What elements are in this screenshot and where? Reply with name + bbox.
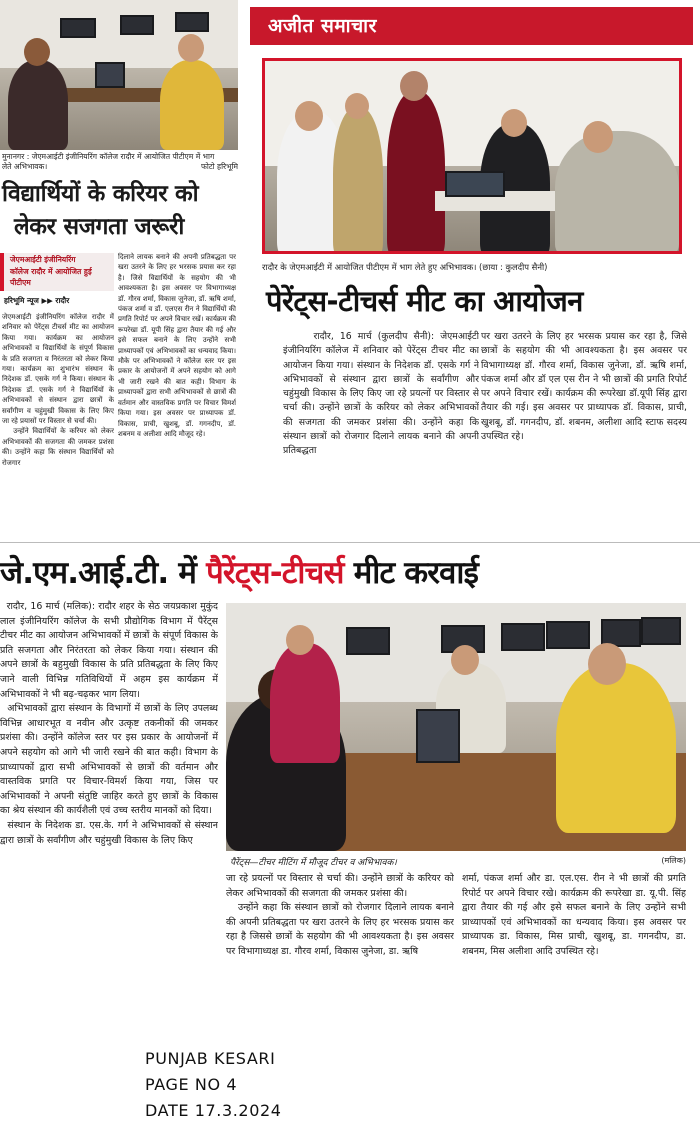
clipping-bottom-column-1: रादौर, 16 मार्च (मलिक): रादौर शहर के सेठ जयप्रकाश मुकुंद लाल इंजीनियरिंग कॉलेज के सभी प्रौद्योगिक विभाग में पैरेंट्स टीचर मीट का आयोजन अभिभावकों में छात्रों के संपूर्ण विकास के प्रति सजगता और निरंतरता को लेकर किया गया। संस्थान की अपने छात्रों के बहुमुखी विकास के प्रति प्रतिबद्धता के लिए किए जाने वाली विभिन्न गतिविधियों में अहम इस कार्यक्रम में अभिभावकों ने भी बढ़-चढ़कर भाग लिया। अभिभावकों द्वारा संस्थान के विभागों में छात्रों के लिए उपलब्ध विभिन्न आधारभूत व नवीन और उत्कृष्ट तकनीकों की जमकर प्रशंसा की। उन्होंने कॉलेज स्तर पर इस प्रकार के आयोजनों में अपने सहयोग को आगे भी जारी रखने की बात कही। विभाग के प्राध्यापकों द्वारा सभी अभिभावकों से छात्रों की वर्तमान और वास्तविक प्रगति पर विचार-विमर्श किया गया, जिस पर अभिभावकों ने अपनी संतुष्टि जाहिर करते हुए छात्रों के विकास का श्रेय संस्थान की कार्यशैली एवं उच्च स्तरीय मानकों को दिया। संस्थान के निदेशक डा. एस.के. गर्ग ने अभिभावकों से संस्थान द्वारा छात्रों के सर्वांगीण और चहुंमुखी विकास के लिए किए — [0, 601, 218, 846]
clipping-bottom-headline-part1: जे.एम.आई.टी. में — [0, 555, 207, 591]
footer-page-number: PAGE NO 4 — [145, 1075, 238, 1094]
clipping-left-bullet-text: जेएमआईटी इंजीनियरिंग कॉलेज रादौर में आयोजित हुई पीटीएम — [10, 255, 92, 287]
clipping-bottom-headline-part2: पैरेंट्स-टीचर्स — [206, 555, 344, 591]
clipping-bottom-photo-caption: पैरेंट्स—टीचर मीटिंग में मौजूद टीचर व अभिभावक। — [230, 858, 397, 868]
clipping-left-headline — [2, 178, 238, 250]
clipping-left-photo-credit: फोटो हरिभूमि — [201, 162, 238, 171]
masthead-ajit-samachar: अजीत समाचार — [250, 7, 693, 45]
clipping-right-photo — [262, 58, 682, 254]
clipping-left-byline: हरिभूमि न्यूज ▶▶ रादौर — [4, 296, 70, 305]
clipping-left — [0, 0, 238, 538]
clipping-bottom-headline-part3: मीट करवाई — [343, 555, 479, 591]
clipping-right-column-2: पर खरा उतरने के लिए हर भरसक प्रयास कर रहा है, जिसे छात्रों के सहयोग की भी आवश्यकता है। इस अवसर पर विभागाध्यक्ष डॉ. गौरव शर्मा, विकास जुनेजा, डॉ. ऋषि शर्मा, पंकज शर्मा और डॉ एल एस रीन ने भी छात्रों की प्रगति रिपोर्ट पर अपने विचार रखें। कार्यक्रम की रूपरेखा डॉ.यूपी सिंह द्वारा तैयार की गई। इस अवसर पर प्राध्यापक डॉ. विकास, प्राची, खुशबू, डॉ. गगनदीप, डॉ. शबनम, अलीशा आदि स्टाफ सदस्य उपस्थित रहे। — [481, 331, 687, 443]
source-footer — [145, 1046, 445, 1126]
clipping-bottom-column-2: जा रहे प्रयत्नों पर विस्तार से चर्चा की। उन्होंने छात्रों के करियर को लेकर अभिभावकों की सजगता की जमकर प्रशंसा की। उन्होंने कहा कि संस्थान छात्रों को रोजगार दिलाने लायक बनाने की अपनी प्रतिबद्धता पर खरा उतरने के लिए हर भरसक प्रयास कर रहा है जिससे छात्रों के सहयोग की भी आवश्यकता है। इस अवसर पर विभागाध्यक्ष डा. गौरव शर्मा, विकास जुनेजा, डा. ऋषि — [226, 873, 454, 957]
clipping-left-column-1: जेएमआईटी इंजीनियरिंग कॉलेज रादौर में शनिवार को पेरेंट्स टीचर्स मीट का आयोजन किया गया। कार्यक्रम का आयोजन अभिभावकों व विद्यार्थियों के संपूर्ण विकास के प्रति सजगता व निरंतरता को लेकर किया गया। कार्यक्रम का शुभारंभ संस्थान के निदेशक डॉ. एसके गर्ग ने किया। संस्थान के निदेशक डॉ. एसके गर्ग ने विद्यार्थियों के अभिभावकों से संस्थान द्वारा छात्रों के सर्वांगीण व चहुंमुखी विकास के लिए किए जा रहे प्रयासों पर विस्तार से चर्चा की। उन्होंने विद्यार्थियों के करियर को लेकर अभिभावकों की सजगता की जमकर प्रशंसा की। उन्होंने कहा कि संस्थान विद्यार्थियों को रोजगार — [2, 313, 114, 467]
clipping-bottom-photo-credit: (मलिक) — [661, 856, 686, 865]
clipping-divider — [0, 542, 700, 543]
clipping-right-headline: पेरेंट्स-टीचर्स मीट का आयोजन — [266, 284, 583, 318]
clipping-left-photo-caption: मुनानगर : जेएमआईटी इंजीनियरिंग कॉलेज रादौर में आयोजित पीटीएम में भाग लेते अभिभावक। — [2, 152, 215, 171]
clipping-left-headline-line2: लेकर सजगता जरूरी — [14, 214, 185, 240]
clipping-bottom-column-3: शर्मा, पंकज शर्मा और डा. एल.एस. रीन ने भी छात्रों की प्रगति रिपोर्ट पर अपने विचार रखे। कार्यक्रम की रूपरेखा डा. यू.पी. सिंह द्वारा तैयार की गई और इसे सफल बनाने के लिए उन्होंने सभी प्राध्यापकों एवं अभिभावकों का धन्यवाद किया। इस अवसर पर प्राध्यापक डा. विकास, मिस प्राची, खुशबू, डा. गगनदीप, डा. शबनम, मिस अलीशा आदि उपस्थित रहे। — [462, 873, 686, 957]
clipping-right-column-1: रादौर, 16 मार्च (कुलदीप सैनी): जेएमआईटी इंजीनियरिंग कॉलेज में शनिवार को पेरेंट्स टीचर मीट का आयोजन किया गया। संस्थान के निदेशक डॉ. एसके गर्ग ने अभिभावकों से संस्थान द्वारा छात्रों के सर्वांगीण और चहुंमुखी विकास के लिए किए जा रहे प्रयत्नों पर विस्तार से चर्चा की। उन्होंने छात्रों के करियर को लेकर अभिभावकों की सजगता की जमकर प्रशंसा की। उन्होंने कहा कि संस्थान छात्रों को रोजगार दिलाने लायक बनाने की अपनी प्रतिबद्धता — [283, 331, 479, 457]
footer-date: DATE 17.3.2024 — [145, 1101, 282, 1120]
clipping-bottom-photo — [226, 603, 686, 851]
clipping-bottom-headline — [0, 550, 700, 596]
clipping-left-column-2: दिलाने लायक बनाने की अपनी प्रतिबद्धता पर खरा उतरने के लिए हर भरसक प्रयास कर रहा है। जिसे विद्यार्थियों के सहयोग की भी आवश्यकता है। इस अवसर पर विभागाध्यक्ष डॉ. गौरव शर्मा, विकास जुनेजा, डॉ. ऋषि शर्मा, पंकज शर्मा व डॉ. एलएस रीन ने विद्यार्थियों की प्रगति रिपोर्ट पर अपने विचार रखें। कार्यक्रम की रूपरेखा डॉ. यूपी सिंह द्वारा तैयार की गई और इसे सफल बनाने के लिए उन्होंने सभी प्राध्यापकों एवं अभिभावकों का धन्यवाद किया। मौके पर अभिभावकों ने कॉलेज स्तर पर इस प्रकार के आयोजनों में अपने सहयोग को आगे भी जारी रखने की बात कही। विभाग के प्राध्यापकों द्वारा सभी अभिभावकों से छात्रों की वर्तमान और वास्तविक प्रगति पर विचार विमर्श किया गया। इस अवसर पर प्राध्यापक डॉ. विकास, प्राची, खुशबू, डॉ. गगनदीप, डॉ. शबनम व अलीशा आदि मौजूद रहे। — [118, 253, 236, 438]
clipping-left-photo — [0, 0, 238, 150]
clipping-left-headline-line1: विद्यार्थियों के करियर को — [2, 181, 199, 207]
footer-publication: PUNJAB KESARI — [145, 1049, 276, 1068]
clipping-left-bullet — [0, 253, 114, 291]
clipping-right-photo-caption: रादौर के जेएमआईटी में आयोजित पीटीएम में भाग लेते हुए अभिभावक। (छाया : कुलदीप सैनी) — [262, 262, 548, 272]
